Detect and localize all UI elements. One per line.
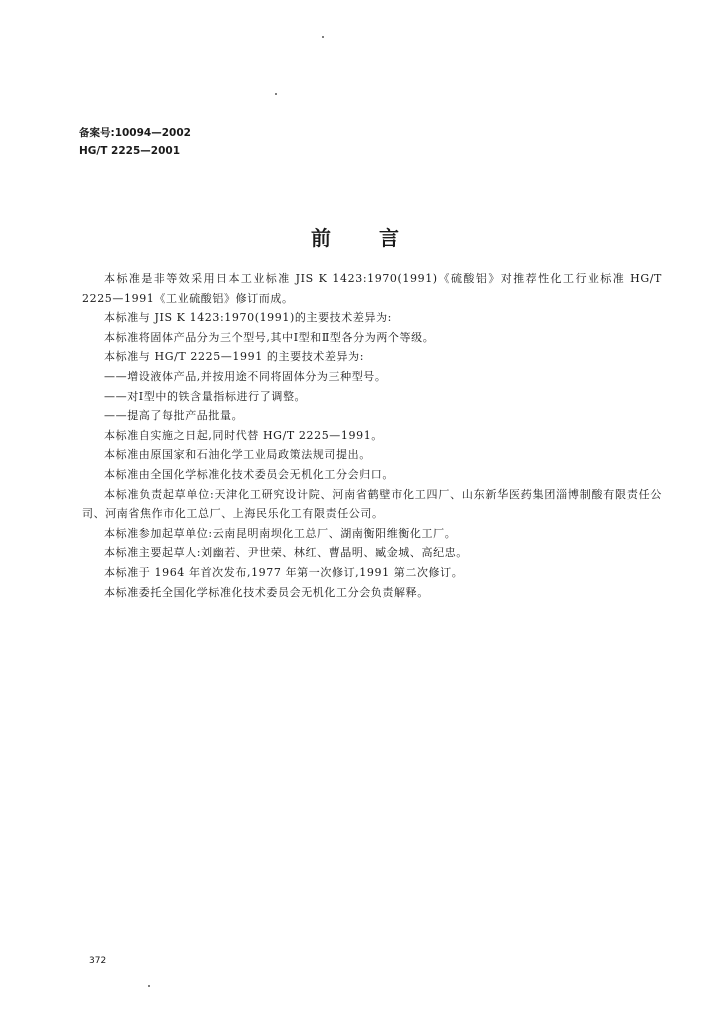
scan-speck	[275, 93, 277, 95]
paragraph: 本标准于 1964 年首次发布,1977 年第一次修订,1991 第二次修订。	[104, 565, 464, 579]
paragraph: 本标准参加起草单位:云南昆明南坝化工总厂、湖南衡阳维衡化工厂。	[104, 526, 457, 540]
foreword-body	[82, 269, 662, 602]
document-header	[79, 124, 191, 160]
paragraph: ——增设液体产品,并按用途不同将固体分为三种型号。	[104, 369, 387, 383]
paragraph: 本标准由原国家和石油化学工业局政策法规司提出。	[104, 448, 371, 462]
paragraph: ——提高了每批产品批量。	[104, 409, 244, 423]
paragraph: 本标准主要起草人:刘幽若、尹世荣、林红、曹晶明、臧金城、高纪忠。	[104, 546, 468, 560]
paragraph: 本标准是非等效采用日本工业标准 JIS K 1423:1970(1991)《硫酸铝》对推荐性化工行业标准 HG/T 2225—1991《工业硫酸铝》修订而成。	[82, 272, 662, 305]
paragraph: 本标准负责起草单位:天津化工研究设计院、河南省鹤壁市化工四厂、山东新华医药集团淄博制酸有限责任公司、河南省焦作市化工总厂、上海民乐化工有限责任公司。	[82, 487, 662, 521]
paragraph: 本标准与 HG/T 2225—1991 的主要技术差异为:	[104, 350, 365, 364]
paragraph: 本标准将固体产品分为三个型号,其中Ⅰ型和Ⅱ型各分为两个等级。	[104, 330, 435, 344]
scan-speck	[148, 985, 150, 987]
page-number: 372	[89, 956, 107, 966]
paragraph: 本标准委托全国化学标准化技术委员会无机化工分会负责解释。	[104, 585, 429, 599]
page-title: 前言	[311, 226, 447, 250]
paragraph: 本标准与 JIS K 1423:1970(1991)的主要技术差异为:	[104, 311, 392, 325]
paragraph: 本标准由全国化学标准化技术委员会无机化工分会归口。	[104, 467, 394, 481]
paragraph: ——对Ⅰ型中的铁含量指标进行了调整。	[104, 389, 307, 403]
standard-code: HG/T 2225—2001	[79, 145, 181, 157]
record-number: 备案号:10094—2002	[79, 127, 191, 139]
scan-speck	[322, 36, 324, 38]
paragraph: 本标准自实施之日起,同时代替 HG/T 2225—1991。	[104, 428, 383, 442]
